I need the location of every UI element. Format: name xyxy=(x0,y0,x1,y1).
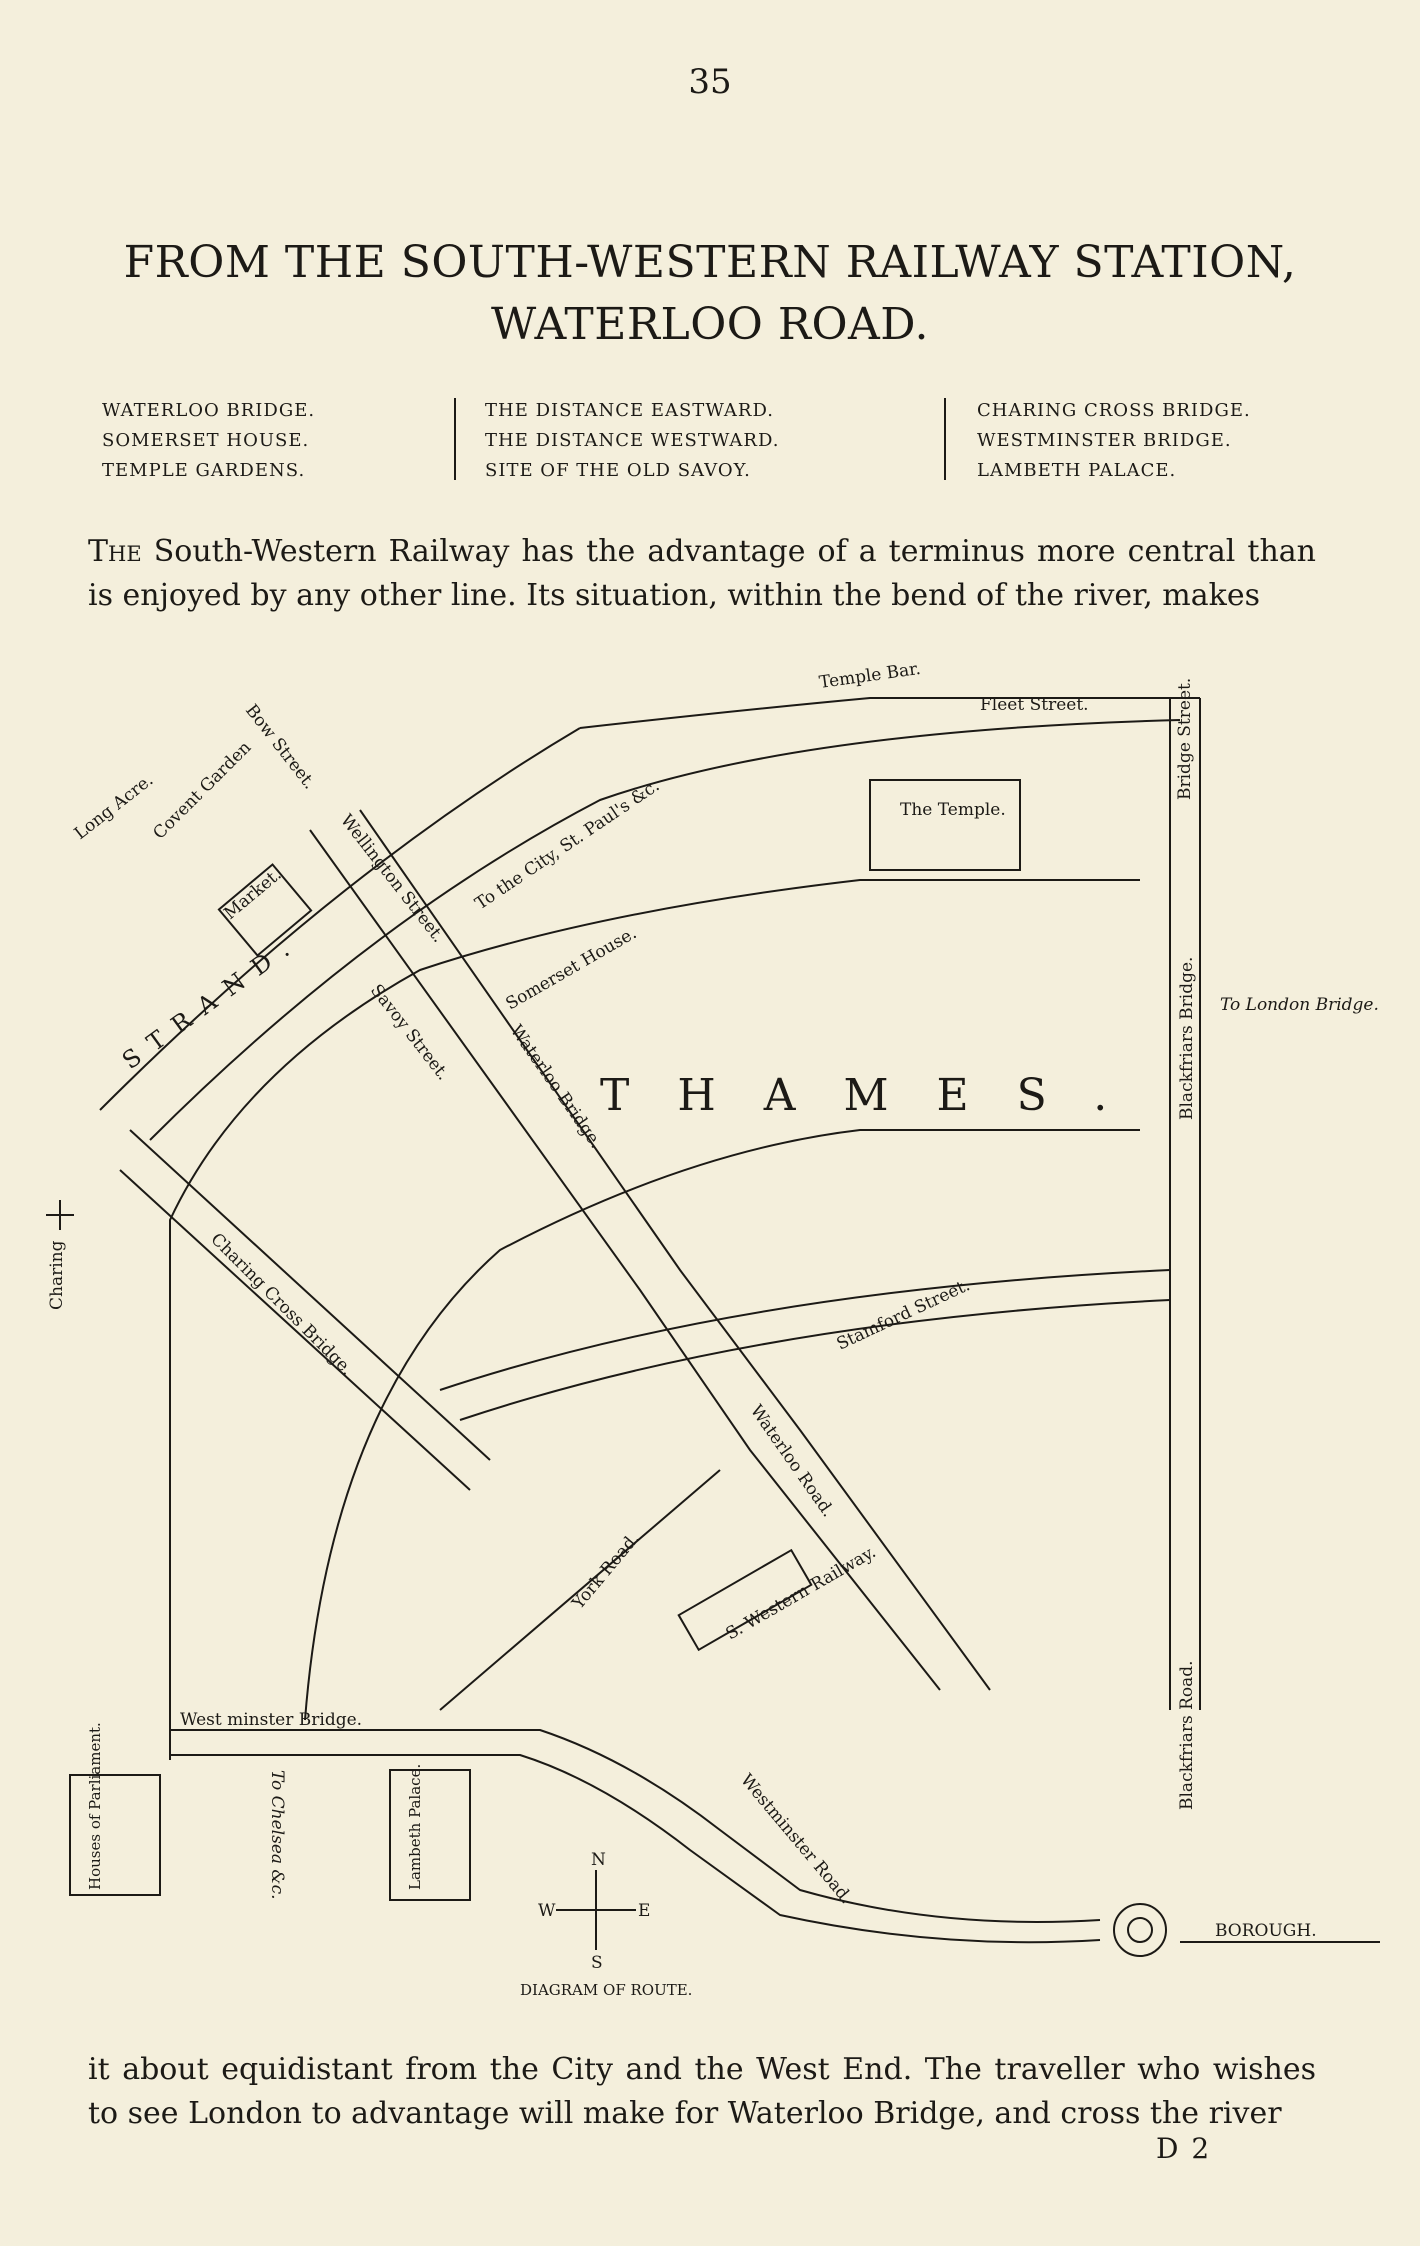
contents-item: WESTMINSTER BRIDGE. xyxy=(977,430,1232,451)
compass-north: N xyxy=(591,1850,606,1870)
route-diagram xyxy=(40,650,1400,2010)
contents-column-3 xyxy=(977,396,1251,486)
westminster-road-north xyxy=(170,1730,1100,1922)
column-divider xyxy=(454,398,456,480)
compass-south: S xyxy=(591,1953,603,1973)
label-bridge-street: Bridge Street. xyxy=(1175,677,1195,800)
stamford-street xyxy=(440,1270,1170,1390)
label-strand: STRAND. xyxy=(117,927,306,1075)
lambeth-palace-block xyxy=(390,1770,470,1900)
label-waterloo-bridge: Waterloo Bridge. xyxy=(505,1021,606,1153)
strand-north xyxy=(100,728,580,1110)
contents-item: SITE OF THE OLD SAVOY. xyxy=(485,460,751,481)
label-river-thames: THAMES. xyxy=(600,1070,1156,1121)
borough-circle xyxy=(1114,1904,1166,1956)
compass-rose-icon xyxy=(556,1870,636,1950)
label-stamford-street: Stamford Street. xyxy=(833,1275,974,1355)
charing-cross-icon xyxy=(46,1200,74,1230)
contents-item: TEMPLE GARDENS. xyxy=(102,460,306,481)
temple-block xyxy=(870,780,1020,870)
label-to-chelsea: To Chelsea &c. xyxy=(267,1770,287,1900)
label-somerset-house: Somerset House. xyxy=(502,923,641,1015)
label-lambeth-palace: Lambeth Palace. xyxy=(406,1763,424,1890)
contents-item: CHARING CROSS BRIDGE. xyxy=(977,400,1251,421)
paragraph-lead-word: The xyxy=(88,534,142,569)
label-blackfriars-bridge: Blackfriars Bridge. xyxy=(1177,956,1197,1120)
title-line-2: WATERLOO ROAD. xyxy=(490,299,930,350)
contents-item: SOMERSET HOUSE. xyxy=(102,430,310,451)
paragraph-intro xyxy=(88,530,1316,618)
river-south-bank xyxy=(305,1130,1140,1720)
title-line-1: FROM THE SOUTH-WESTERN RAILWAY STATION, xyxy=(123,237,1297,288)
diagram-caption: DIAGRAM OF ROUTE. xyxy=(520,1981,693,1999)
label-fleet-street: Fleet Street. xyxy=(980,695,1089,715)
label-borough: BOROUGH. xyxy=(1215,1921,1317,1941)
label-market: Market. xyxy=(220,864,286,924)
label-waterloo-road: Waterloo Road. xyxy=(745,1401,838,1521)
compass-east: E xyxy=(638,1901,651,1921)
label-savoy-street: Savoy Street. xyxy=(366,980,453,1085)
label-houses-of-parliament: Houses of Parliament. xyxy=(86,1722,104,1890)
compass-west: W xyxy=(538,1901,556,1921)
label-temple-bar: Temple Bar. xyxy=(817,658,922,693)
label-covent-garden: Covent Garden xyxy=(149,737,256,844)
column-divider xyxy=(944,398,946,480)
houses-of-parliament-block xyxy=(70,1775,160,1895)
borough-circle-inner xyxy=(1128,1918,1152,1942)
label-to-city: To the City, St. Paul's &c. xyxy=(471,775,664,915)
label-long-acre: Long Acre. xyxy=(70,770,158,844)
label-westminster-bridge: West minster Bridge. xyxy=(180,1710,363,1730)
label-the-temple: The Temple. xyxy=(900,800,1006,820)
chapter-title xyxy=(0,232,1420,356)
contents-item: THE DISTANCE EASTWARD. xyxy=(485,400,774,421)
label-york-road: York Road. xyxy=(568,1528,644,1614)
paragraph-continued: it about equidistant from the City and the West End. The traveller who wishes to see London to advantage will make for Waterloo Bridge, and cross the river xyxy=(88,2052,1316,2131)
waterloo-bridge-east xyxy=(360,810,990,1690)
contents-item: THE DISTANCE WESTWARD. xyxy=(485,430,780,451)
contents-column-1 xyxy=(102,396,315,486)
contents-item: LAMBETH PALACE. xyxy=(977,460,1177,481)
label-charing-cross-bridge: Charing Cross Bridge. xyxy=(206,1229,357,1380)
stamford-street-south xyxy=(460,1300,1170,1420)
label-sw-railway: S. Western Railway. xyxy=(722,1542,880,1645)
contents-column-2 xyxy=(485,396,780,486)
page-number: 35 xyxy=(688,62,732,102)
signature-mark: D 2 xyxy=(1156,2132,1212,2165)
contents-item: WATERLOO BRIDGE. xyxy=(102,400,316,421)
section-contents xyxy=(92,396,1332,486)
label-blackfriars-road: Blackfriars Road. xyxy=(1177,1660,1197,1810)
westminster-road-south xyxy=(170,1755,1100,1942)
label-charing: Charing xyxy=(47,1240,67,1310)
label-bow-street: Bow Street. xyxy=(241,700,320,794)
label-to-london-bridge: To London Bridge. xyxy=(1220,995,1379,1015)
paragraph-text: South-Western Railway has the advantage of a terminus more central than is enjoyed by any other line. Its situation, within the bend of the river, makes xyxy=(88,534,1316,613)
label-wellington-street: Wellington Street. xyxy=(336,810,449,947)
charing-cross-bridge-a xyxy=(130,1130,490,1460)
label-westminster-road: Westminster Road. xyxy=(736,1770,857,1908)
